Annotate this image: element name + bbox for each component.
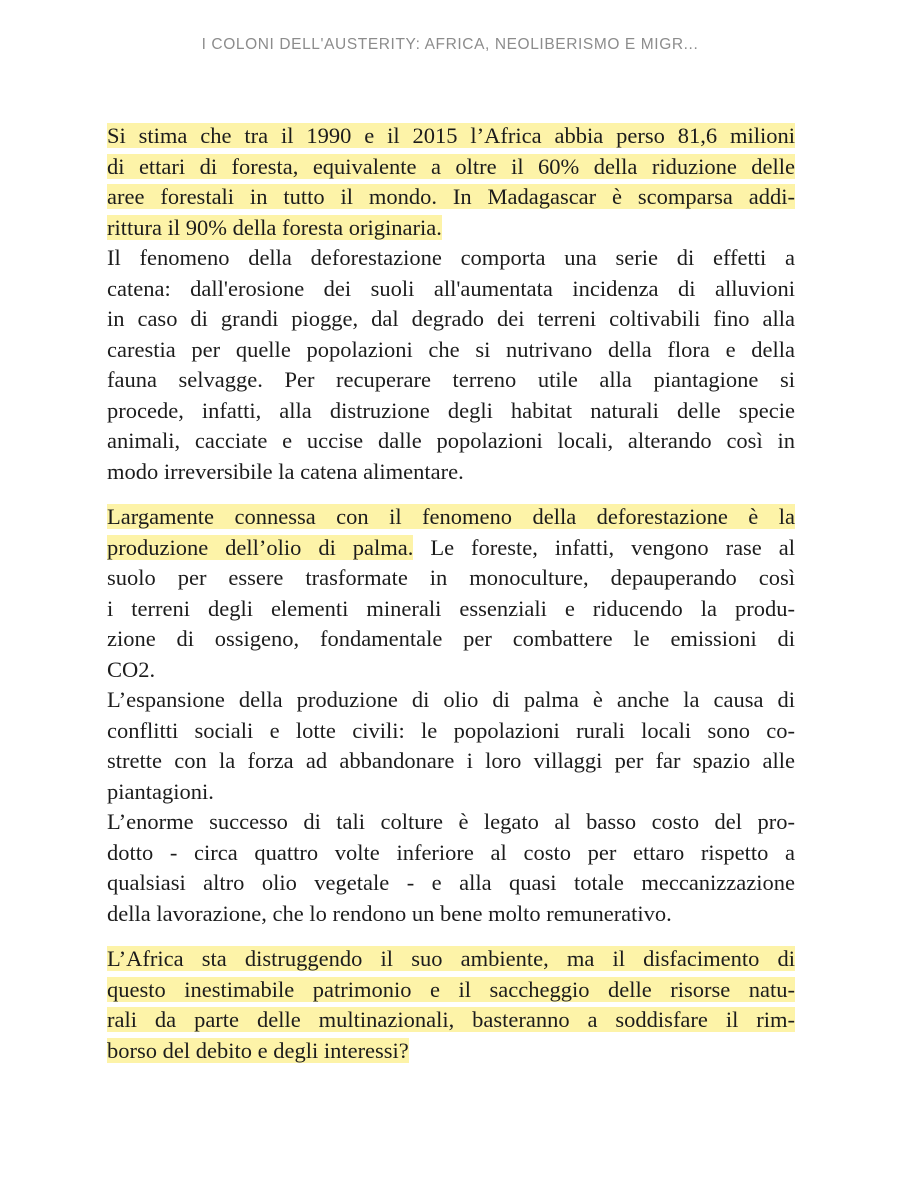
body-text: L’enorme successo di tali colture è legato al basso costo del pro- xyxy=(107,809,795,834)
text-line xyxy=(107,335,795,366)
highlighted-text[interactable]: di ettari di foresta, equivalente a oltre il 60% della riduzione delle xyxy=(107,153,795,179)
text-line xyxy=(107,243,795,274)
text-line xyxy=(107,396,795,427)
text-line xyxy=(107,944,795,975)
text-line xyxy=(107,685,795,716)
body-text: Il fenomeno della deforestazione comporta una serie di effetti a xyxy=(107,245,795,270)
book-title-header: I COLONI DELL'AUSTERITY: AFRICA, NEOLIBERISMO E MIGR... xyxy=(201,36,699,53)
text-line xyxy=(107,274,795,305)
text-line xyxy=(107,457,795,488)
body-text: modo irreversibile la catena alimentare. xyxy=(107,458,464,484)
body-text: conflitti sociali e lotte civili: le popolazioni rurali locali sono co- xyxy=(107,717,795,743)
body-text: dotto - circa quattro volte inferiore al costo per ettaro rispetto a xyxy=(107,839,795,865)
text-line xyxy=(107,304,795,335)
text-line xyxy=(107,975,795,1006)
text-line xyxy=(107,838,795,869)
body-text: animali, cacciate e uccise dalle popolazioni locali, alterando così in xyxy=(107,428,795,453)
text-line xyxy=(107,868,795,899)
text-line xyxy=(107,182,795,213)
body-text: catena: dall'erosione dei suoli all'aumentata incidenza di alluvioni xyxy=(107,275,795,301)
text-line xyxy=(107,899,795,930)
text-line xyxy=(107,213,795,244)
text-line xyxy=(107,1005,795,1036)
text-line xyxy=(107,426,795,457)
text-line xyxy=(107,563,795,594)
highlighted-text[interactable]: L’Africa sta distruggendo il suo ambiente, ma il disfacimento di xyxy=(107,946,795,971)
highlighted-text[interactable]: borso del debito e degli interessi? xyxy=(107,1037,409,1063)
highlighted-text[interactable]: aree forestali in tutto il mondo. In Madagascar è scomparsa addi- xyxy=(107,184,795,209)
highlighted-text[interactable]: rittura il 90% della foresta originaria. xyxy=(107,214,442,240)
paragraph xyxy=(107,121,795,487)
text-line xyxy=(107,121,795,152)
highlighted-text[interactable]: rali da parte delle multinazionali, basteranno a soddisfare il rim- xyxy=(107,1007,795,1032)
text-line xyxy=(107,533,795,564)
text-line xyxy=(107,777,795,808)
paragraph xyxy=(107,944,795,1066)
text-line xyxy=(107,624,795,655)
body-text: qualsiasi altro olio vegetale - e alla quasi totale meccanizzazione xyxy=(107,870,795,895)
body-text: procede, infatti, alla distruzione degli habitat naturali delle specie xyxy=(107,397,795,423)
text-line xyxy=(107,502,795,533)
body-text: carestia per quelle popolazioni che si nutrivano della flora e della xyxy=(107,336,795,362)
body-text: L’espansione della produzione di olio di palma è anche la causa di xyxy=(107,687,795,712)
body-text: CO2. xyxy=(107,656,156,682)
text-line xyxy=(107,655,795,686)
body-text: suolo per essere trasformate in monoculture, depauperando così xyxy=(107,565,795,590)
text-line xyxy=(107,365,795,396)
text-line xyxy=(107,594,795,625)
highlighted-text[interactable]: Si stima che tra il 1990 e il 2015 l’Africa abbia perso 81,6 milioni xyxy=(107,123,795,148)
body-text: della lavorazione, che lo rendono un bene molto remunerativo. xyxy=(107,900,672,926)
text-line xyxy=(107,716,795,747)
highlighted-text[interactable]: questo inestimabile patrimonio e il saccheggio delle risorse natu- xyxy=(107,976,795,1002)
body-text: in caso di grandi piogge, dal degrado dei terreni coltivabili fino alla xyxy=(107,306,795,331)
body-text: strette con la forza ad abbandonare i loro villaggi per far spazio alle xyxy=(107,748,795,773)
text-line xyxy=(107,152,795,183)
text-line xyxy=(107,746,795,777)
body-text: i terreni degli elementi minerali essenziali e riducendo la produ- xyxy=(107,595,795,621)
body-text: piantagioni. xyxy=(107,778,214,804)
text-line xyxy=(107,807,795,838)
highlighted-text[interactable]: produzione dell’olio di palma. xyxy=(107,534,414,560)
highlighted-text[interactable]: Largamente connessa con il fenomeno della deforestazione è la xyxy=(107,504,795,529)
text-line xyxy=(107,1036,795,1067)
reading-page xyxy=(107,121,795,1081)
paragraph xyxy=(107,502,795,929)
body-text: zione di ossigeno, fondamentale per combattere le emissioni di xyxy=(107,626,795,651)
body-text: Le foreste, infatti, vengono rase al xyxy=(413,534,795,560)
body-text: fauna selvagge. Per recuperare terreno utile alla piantagione si xyxy=(107,367,795,392)
